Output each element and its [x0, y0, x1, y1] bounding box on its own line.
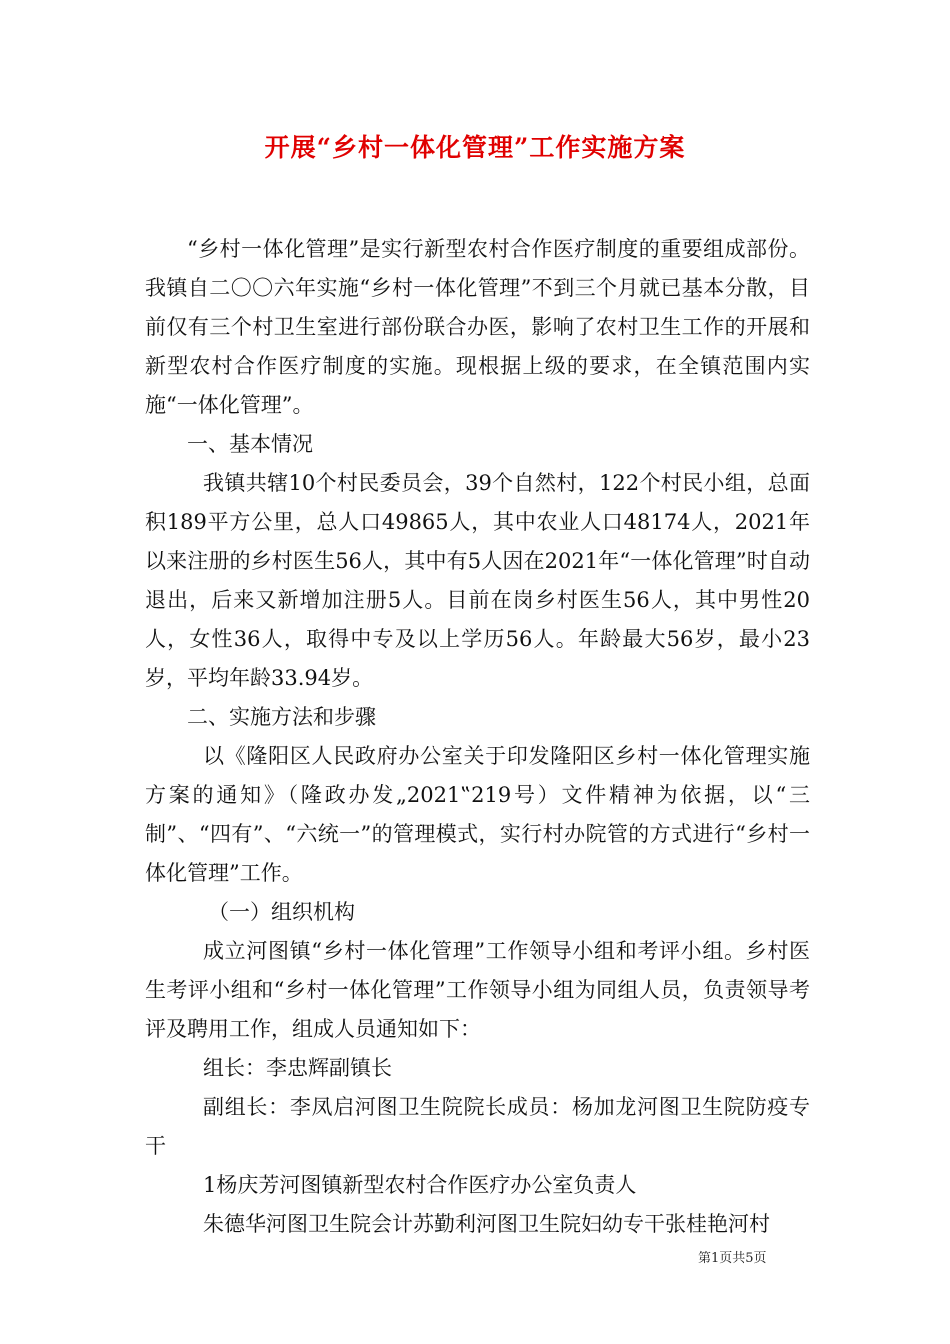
- paragraph-basic-situation: 我镇共辖10个村民委员会，39个自然村，122个村民小组，总面积189平方公里，总人口49865人，其中农业人口48174人，2021年以来注册的乡村医生56人，其中有5人因在2021年“一体化管理”时自动退出，后来又新增加注册5人。目前在岗乡村医生56人，其中男性20人，女性36人，取得中专及以上学历56人。年龄最大56岁，最小23岁，平均年龄33.94岁。: [145, 471, 810, 690]
- paragraph-leader: 组长：李忠辉副镇长: [203, 1056, 392, 1080]
- section-heading-basic-situation: 一、基本情况: [187, 432, 313, 456]
- document-title: 开展“乡村一体化管理”工作实施方案: [264, 133, 686, 162]
- paragraph-intro: “乡村一体化管理”是实行新型农村合作医疗制度的重要组成部份。我镇自二〇〇六年实施“乡村一体化管理”不到三个月就已基本分散，目前仅有三个村卫生室进行部份联合办医，影响了农村卫生工作的开展和新型农村合作医疗制度的实施。现根据上级的要求，在全镇范围内实施“一体化管理”。: [145, 237, 810, 417]
- section-heading-methods: 二、实施方法和步骤: [187, 705, 376, 729]
- paragraph-member-1: 1杨庆芳河图镇新型农村合作医疗办公室负责人: [203, 1173, 637, 1197]
- document-body: [145, 230, 810, 1244]
- paragraph-methods: 以《隆阳区人民政府办公室关于印发隆阳区乡村一体化管理实施方案的通知》（隆政办发„2021‟219号）文件精神为依据，以“三制”、“四有”、“六统一”的管理模式，实行村办院管的方式进行“乡村一体化管理”工作。: [145, 744, 810, 885]
- subsection-heading-organization: （一）组织机构: [208, 900, 355, 924]
- paragraph-organization: 成立河图镇“乡村一体化管理”工作领导小组和考评小组。乡村医生考评小组和“乡村一体化管理”工作领导小组为同组人员，负责领导考评及聘用工作，组成人员通知如下：: [145, 939, 810, 1041]
- paragraph-deputy-leader: 副组长：李凤启河图卫生院院长成员：杨加龙河图卫生院防疫专干: [145, 1095, 810, 1158]
- paragraph-member-2: 朱德华河图卫生院会计苏勤利河图卫生院妇幼专干张桂艳河村: [203, 1212, 770, 1236]
- page-number: 第1页共5页: [698, 1251, 767, 1266]
